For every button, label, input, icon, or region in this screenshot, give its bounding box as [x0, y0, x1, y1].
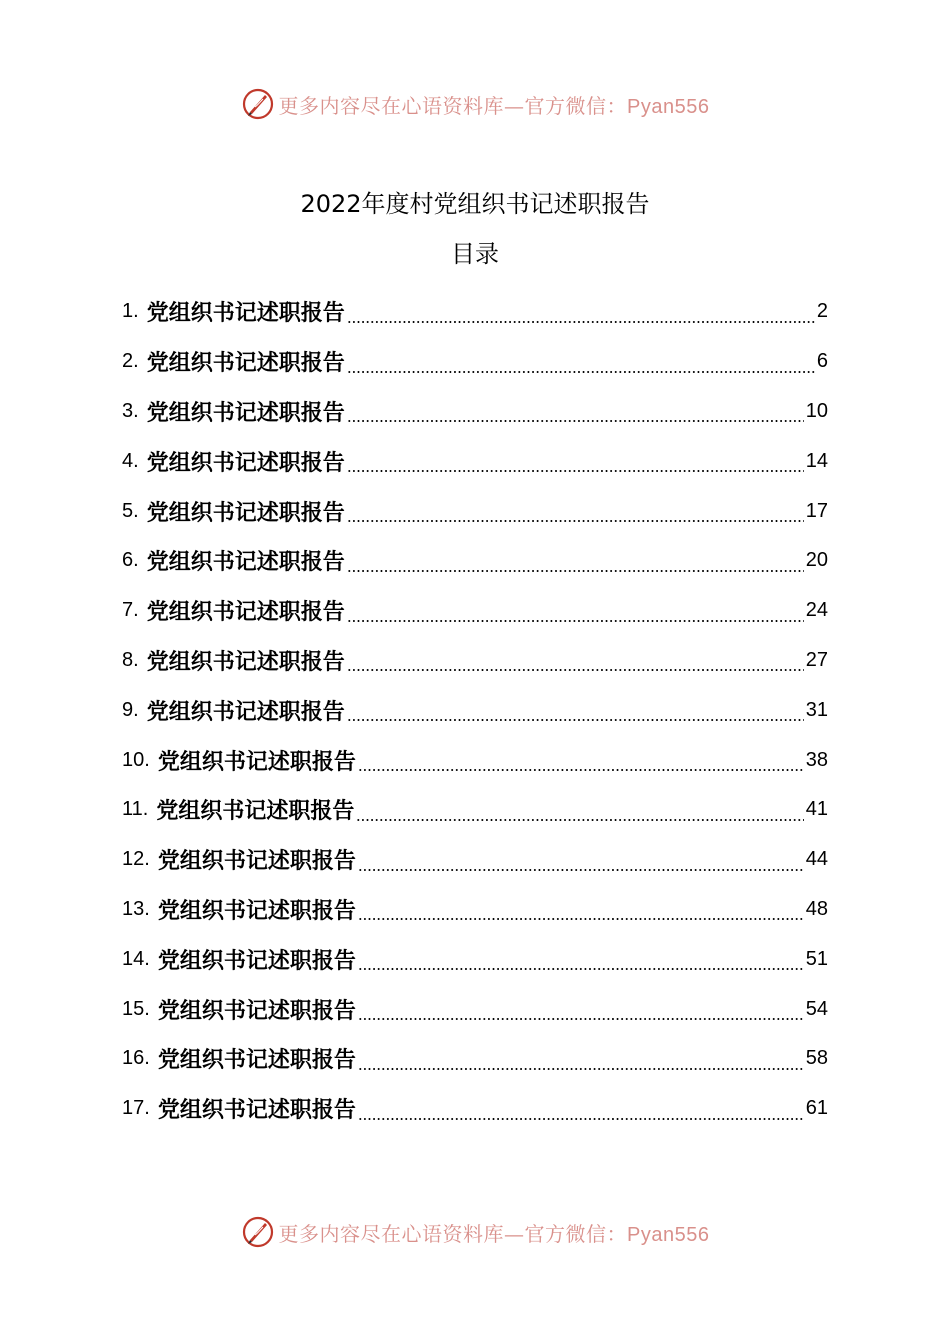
toc-entry-page-number: 38	[805, 748, 828, 771]
toc-entry-page-number: 17	[805, 499, 828, 522]
toc-dot-leader	[358, 869, 804, 871]
table-of-contents	[122, 287, 828, 1134]
toc-entry-number: 3.	[122, 399, 139, 422]
toc-entry[interactable]	[122, 486, 828, 536]
toc-entry-title: 党组织书记述职报告	[146, 549, 345, 576]
toc-entry-title: 党组织书记述职报告	[146, 399, 345, 426]
footer-banner	[0, 1212, 950, 1252]
toc-dot-leader	[347, 321, 815, 323]
toc-entry-page-number: 61	[805, 1097, 828, 1120]
toc-entry-page-number: 24	[805, 599, 828, 622]
document-title: 2022年度村党组织书记述职报告	[300, 190, 650, 218]
toc-entry-number: 5.	[122, 499, 139, 522]
toc-entry-title: 党组织书记述职报告	[157, 748, 356, 775]
banner-text	[279, 90, 710, 119]
toc-dot-leader	[358, 769, 804, 771]
toc-entry-page-number: 54	[805, 997, 828, 1020]
toc-entry-title: 党组织书记述职报告	[157, 997, 356, 1024]
toc-entry-number: 10.	[122, 748, 150, 771]
toc-entry-number: 12.	[122, 848, 150, 871]
banner-text-cn: 更多内容尽在心语资料库—官方微信：	[278, 1221, 628, 1246]
toc-entry-page-number: 58	[805, 1047, 828, 1070]
toc-dot-leader	[347, 470, 804, 472]
toc-entry-page-number: 14	[805, 449, 828, 472]
toc-dot-leader	[347, 371, 815, 373]
toc-entry-title: 党组织书记述职报告	[157, 1097, 356, 1124]
toc-dot-leader	[347, 669, 804, 671]
quill-pen-icon	[241, 87, 275, 121]
toc-dot-leader	[358, 1068, 804, 1070]
toc-entry-title: 党组织书记述职报告	[146, 599, 345, 626]
toc-dot-leader	[347, 570, 804, 572]
toc-entry-page-number: 41	[805, 798, 828, 821]
toc-entry[interactable]	[122, 636, 828, 686]
toc-entry[interactable]	[122, 287, 828, 337]
toc-entry[interactable]	[122, 984, 828, 1034]
toc-entry-number: 6.	[122, 549, 139, 572]
toc-entry-number: 8.	[122, 648, 139, 671]
toc-dot-leader	[358, 1018, 804, 1020]
toc-entry[interactable]	[122, 586, 828, 636]
toc-entry-page-number: 20	[805, 549, 828, 572]
quill-pen-icon	[241, 1215, 275, 1249]
toc-entry-number: 4.	[122, 449, 139, 472]
toc-entry[interactable]	[122, 436, 828, 486]
toc-entry[interactable]	[122, 536, 828, 586]
toc-entry[interactable]	[122, 1084, 828, 1134]
toc-entry-title: 党组织书记述职报告	[146, 499, 345, 526]
banner-text	[279, 1218, 710, 1247]
toc-entry-number: 1.	[122, 300, 139, 323]
toc-entry-page-number: 51	[805, 947, 828, 970]
toc-dot-leader	[358, 968, 804, 970]
toc-entry[interactable]	[122, 934, 828, 984]
toc-entry-number: 14.	[122, 947, 150, 970]
toc-entry-title: 党组织书记述职报告	[157, 848, 356, 875]
toc-entry[interactable]	[122, 885, 828, 935]
toc-entry-number: 13.	[122, 897, 150, 920]
toc-entry-number: 17.	[122, 1097, 150, 1120]
toc-entry-page-number: 31	[805, 698, 828, 721]
banner-wechat-id: Pyan556	[627, 1223, 710, 1246]
toc-entry-page-number: 10	[805, 399, 828, 422]
toc-entry-number: 11.	[122, 798, 149, 821]
toc-dot-leader	[358, 918, 804, 920]
toc-entry-page-number: 48	[805, 897, 828, 920]
toc-entry-number: 7.	[122, 599, 139, 622]
toc-heading: 目录	[451, 240, 499, 268]
toc-entry[interactable]	[122, 785, 828, 835]
header-banner	[0, 84, 950, 124]
toc-entry-title: 党组织书记述职报告	[157, 947, 356, 974]
toc-entry-title: 党组织书记述职报告	[146, 698, 345, 725]
toc-entry-number: 15.	[122, 997, 150, 1020]
toc-entry-title: 党组织书记述职报告	[146, 350, 345, 377]
banner-wechat-id: Pyan556	[627, 95, 710, 118]
toc-entry-title: 党组织书记述职报告	[146, 449, 345, 476]
toc-entry-title: 党组织书记述职报告	[146, 300, 345, 327]
toc-entry-page-number: 2	[816, 300, 828, 323]
toc-entry[interactable]	[122, 1034, 828, 1084]
toc-entry[interactable]	[122, 835, 828, 885]
toc-entry[interactable]	[122, 337, 828, 387]
toc-entry-title: 党组织书记述职报告	[156, 798, 355, 825]
toc-entry[interactable]	[122, 735, 828, 785]
toc-entry-number: 9.	[122, 698, 139, 721]
toc-dot-leader	[358, 1118, 804, 1120]
toc-entry[interactable]	[122, 387, 828, 437]
toc-dot-leader	[347, 420, 804, 422]
toc-entry-page-number: 6	[816, 350, 828, 373]
banner-text-cn: 更多内容尽在心语资料库—官方微信：	[278, 93, 628, 118]
toc-entry-page-number: 27	[805, 648, 828, 671]
toc-entry-title: 党组织书记述职报告	[146, 648, 345, 675]
toc-dot-leader	[347, 719, 804, 721]
toc-dot-leader	[356, 819, 803, 821]
toc-dot-leader	[347, 620, 804, 622]
toc-dot-leader	[347, 520, 804, 522]
toc-entry-number: 2.	[122, 350, 139, 373]
toc-entry-title: 党组织书记述职报告	[157, 897, 356, 924]
toc-entry[interactable]	[122, 685, 828, 735]
toc-entry-page-number: 44	[805, 848, 828, 871]
toc-entry-title: 党组织书记述职报告	[157, 1047, 356, 1074]
toc-entry-number: 16.	[122, 1047, 150, 1070]
